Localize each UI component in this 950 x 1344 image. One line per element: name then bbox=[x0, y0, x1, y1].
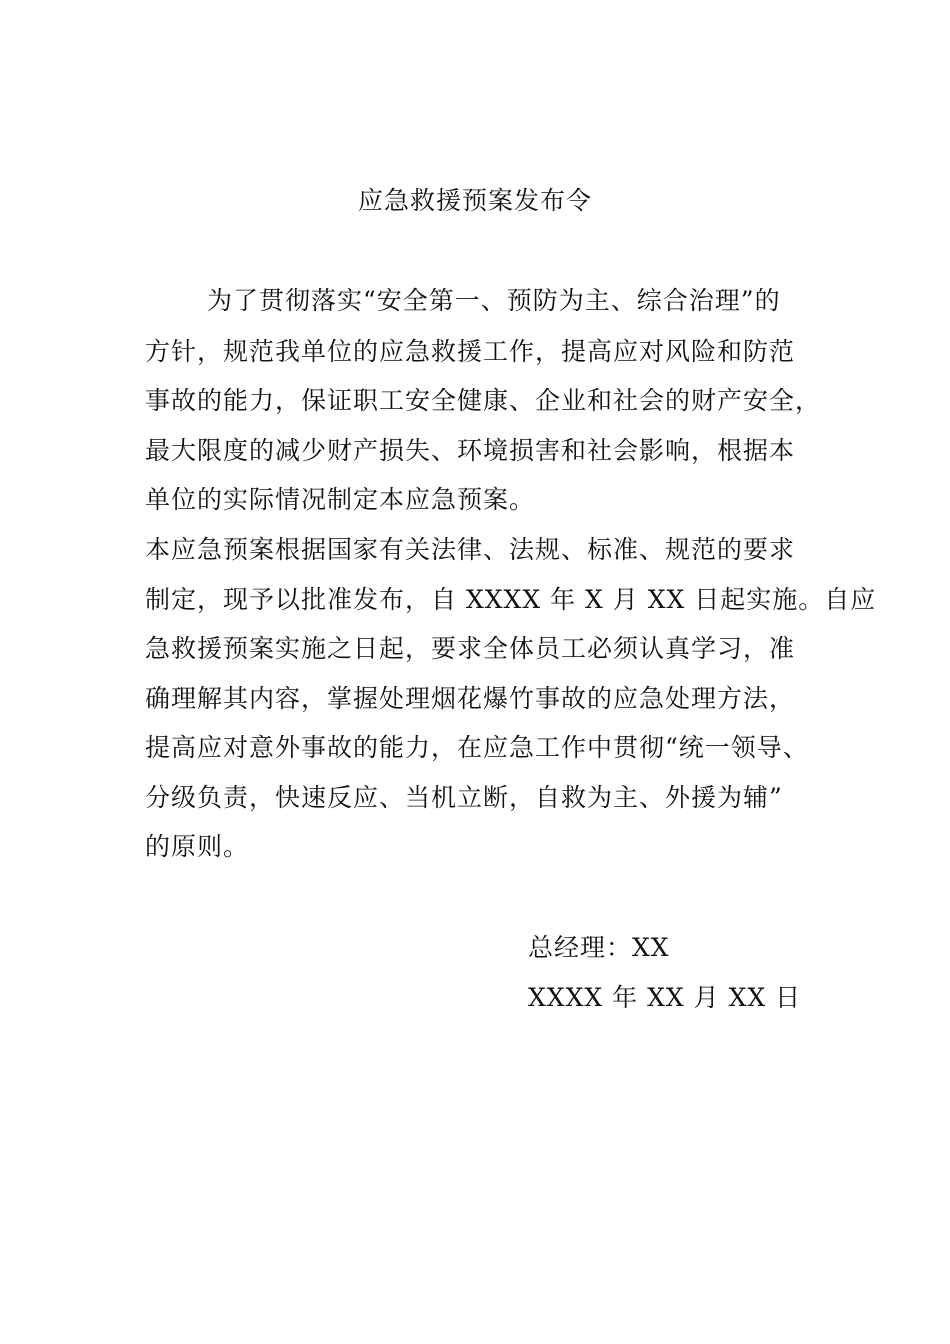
paragraph-2-line-6: 分级负责，快速反应、当机立断，自救为主、外援为辅” bbox=[145, 783, 783, 812]
paragraph-2-line-4: 确理解其内容，掌握处理烟花爆竹事故的应急处理方法， bbox=[145, 684, 796, 713]
paragraph-1-line-5: 单位的实际情况制定本应急预案。 bbox=[145, 485, 536, 514]
paragraph-2-line-2: 制定，现予以批准发布，自 XXXX 年 X 月 XX 日起实施。自应 bbox=[145, 585, 877, 614]
paragraph-1-line-3: 事故的能力，保证职工安全健康、企业和社会的财产安全， bbox=[145, 386, 822, 415]
paragraph-2-line-5: 提高应对意外事故的能力，在应急工作中贯彻“统一领导、 bbox=[145, 733, 809, 762]
signature-manager: 总经理：XX bbox=[528, 933, 670, 962]
paragraph-2-line-7: 的原则。 bbox=[145, 832, 250, 861]
document-title: 应急救援预案发布令 bbox=[357, 186, 592, 215]
paragraph-1-line-2: 方针，规范我单位的应急救援工作，提高应对风险和防范 bbox=[145, 337, 796, 366]
signature-date: XXXX 年 XX 月 XX 日 bbox=[528, 983, 802, 1012]
paragraph-2-line-3: 急救援预案实施之日起，要求全体员工必须认真学习，准 bbox=[145, 634, 796, 663]
paragraph-1-line-4: 最大限度的减少财产损失、环境损害和社会影响，根据本 bbox=[145, 436, 796, 465]
paragraph-1-line-1: 为了贯彻落实“安全第一、预防为主、综合治理”的 bbox=[207, 286, 781, 315]
paragraph-2-line-1: 本应急预案根据国家有关法律、法规、标准、规范的要求 bbox=[145, 535, 796, 564]
